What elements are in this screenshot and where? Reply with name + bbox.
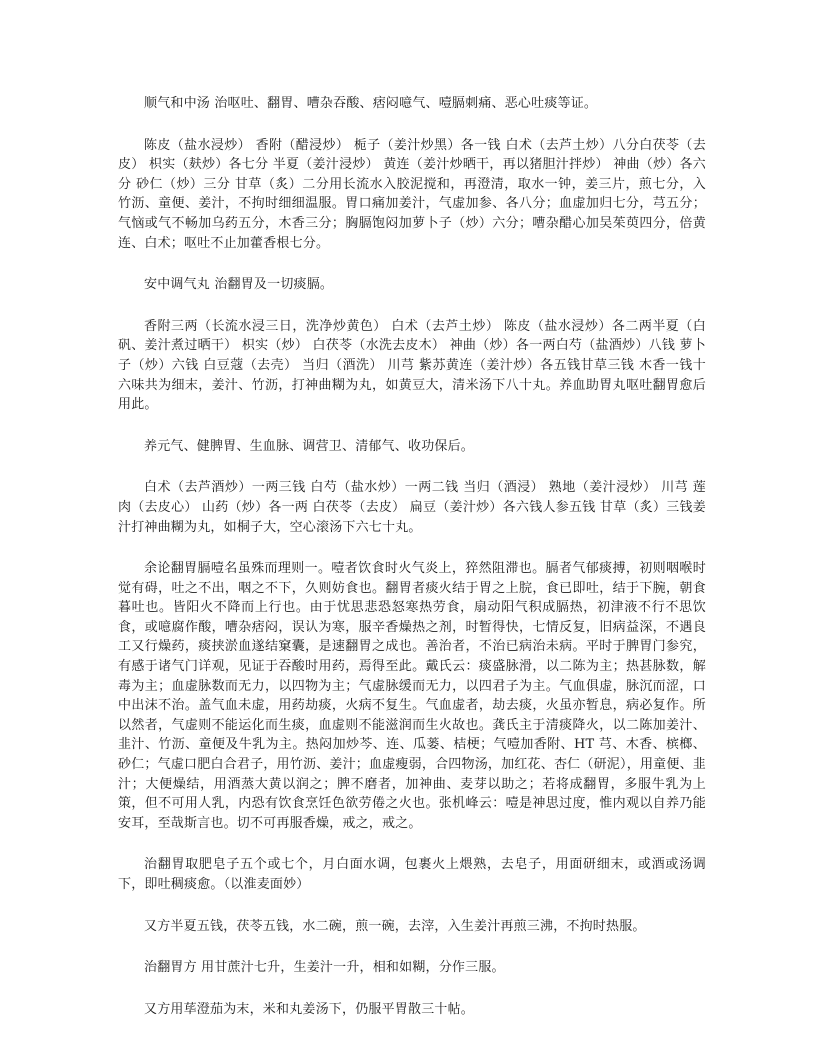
paragraph-shunqi-hezhong-tang-recipe: 陈皮（盐水浸炒） 香附（醋浸炒） 栀子（姜汁炒黑）各一钱 白术（去芦土炒）八分白茯苓（去皮） 枳实（麸炒）各七分 半夏（姜汁浸炒） 黄连（姜汁炒晒干，再以猪胆汁拌炒） 神曲（炒）各六分 砂仁（炒）三分 甘草（炙）二分用长流水入胶泥搅和，再澄清，取水一钟，姜三片，煎七分，入竹沥、童便、姜汁，不拘时细细温服。胃口痛加姜汁，气虚加参、各八分；血虚加归七分，芎五分；气恼或气不畅加乌药五分，木香三分；胸膈饱闷加萝卜子（炒）六分；嘈杂醋心加吴茱萸四分，倍黄连、白术；呕吐不止加藿香根七分。 [118, 137, 706, 251]
paragraph-banxia-fuling-remedy: 又方半夏五钱，茯苓五钱，水二碗，煎一碗，去滓，入生姜汁再煎三沸，不拘时热服。 [144, 918, 646, 934]
paragraph-feizaozi-remedy: 治翻胃取肥皂子五个或七个，月白面水调，包裹火上煨熟，去皂子，用面研细末，或酒或汤调下，即吐稠痰愈。（以淮麦面妙） [118, 857, 706, 892]
paragraph-anzhong-tiaoqi-wan-recipe: 香附三两（长流水浸三日，洗净炒黄色） 白术（去芦土炒） 陈皮（盐水浸炒）各二两半夏（白矾、姜汁煮过晒干） 枳实（炒） 白茯苓（水洗去皮木） 神曲（炒）各一两白芍（盐酒炒）八钱 萝卜子（炒）六钱 白豆蔻（去壳） 当归（酒洗） 川芎 紫苏黄连（姜汁炒）各五钱甘草三钱 木香一钱十六味共为细末，姜汁、竹沥，打神曲糊为丸，如黄豆大，清米汤下八十丸。养血助胃丸呕吐翻胃愈后用此。 [118, 318, 706, 413]
paragraph-discussion: 余论翻胃膈噎名虽殊而理则一。噎者饮食时火气炎上，猝然阻滞也。膈者气郁痰搏，初则咽喉时觉有碍，吐之不出，咽之不下，久则妨食也。翻胃者痰火结于胃之上脘，食已即吐，结于下腕，朝食暮吐也。皆阳火不降而上行也。由于忧思悲恐怒寒热劳食，扇动阳气积成膈热，初津液不行不思饮食，或噫腐作酸，嘈杂痞闷，误认为寒，服辛香燥热之剂，时暂得快，七情反复，旧病益深，不遇良工又行燥药，痰挟淤血遂结窠囊，是速翻胃之成也。善治者，不治已病治未病。平时于脾胃门参究，有感于诸气门详观，见证于吞酸时用药，焉得至此。戴氏云：痰盛脉滑，以二陈为主；热甚脉数，解毒为主；血虚脉数而无力，以四物为主；气虚脉缓而无力，以四君子为主。气血俱虚，脉沉而涩，口中出沫不治。盖气血未虚，用药劫痰，火病不复生。气血虚者，劫去痰，火虽亦暂息，病必复作。所以然者，气虚则不能运化而生痰，血虚则不能滋润而生火故也。龚氏主于清痰降火，以二陈加姜汁、韭汁、竹沥、童便及牛乳为主。热闷加炒芩、连、瓜蒌、桔梗；气噎加香附、HT 芎、木香、槟榔、砂仁；气虚口肥白合君子，用竹沥、姜汁；血虚瘦弱，合四物汤，加红花、杏仁（研泥），用童便、韭汁；大便燥结，用酒蒸大黄以润之；脾不磨者，加神曲、麦芽以助之；若将成翻胃，多服牛乳为上策，但不可用人乳，内恐有饮食烹饪色欲劳倦之火也。张机峰云：噎是神思过度，惟内观以自养乃能安耳，至哉斯言也。切不可再服香燥，戒之，戒之。 [118, 561, 706, 831]
paragraph-yangyuanqi-purpose: 养元气、健脾胃、生血脉、调营卫、清郁气、收功保后。 [144, 438, 475, 454]
paragraph-yangxue-zhuwei-wan-recipe: 白术（去芦酒炒）一两三钱 白芍（盐水炒）一两二钱 当归（酒浸） 熟地（姜汁浸炒） 川芎 莲肉（去皮心） 山药（炒）各一两 白茯苓（去皮） 扁豆（姜汁炒）各六钱人参五钱 甘草（炙）三钱姜汁打神曲糊为丸，如桐子大，空心滚汤下六七十丸。 [118, 480, 706, 535]
paragraph-bichengqie-remedy: 又方用荜澄茄为末，米和丸姜汤下，仍服平胃散三十帖。 [144, 1001, 475, 1017]
document-page [118, 94, 706, 1041]
paragraph-anzhong-tiaoqi-wan-title: 安中调气丸 治翻胃及一切痰膈。 [144, 277, 334, 293]
paragraph-shunqi-hezhong-tang-title: 顺气和中汤 治呕吐、翻胃、嘈杂吞酸、痞闷噫气、噎膈刺痛、恶心吐痰等证。 [144, 96, 598, 111]
paragraph-ganzhe-remedy: 治翻胃方 用甘蔗汁七升，生姜汁一升，相和如糊，分作三服。 [144, 960, 505, 976]
